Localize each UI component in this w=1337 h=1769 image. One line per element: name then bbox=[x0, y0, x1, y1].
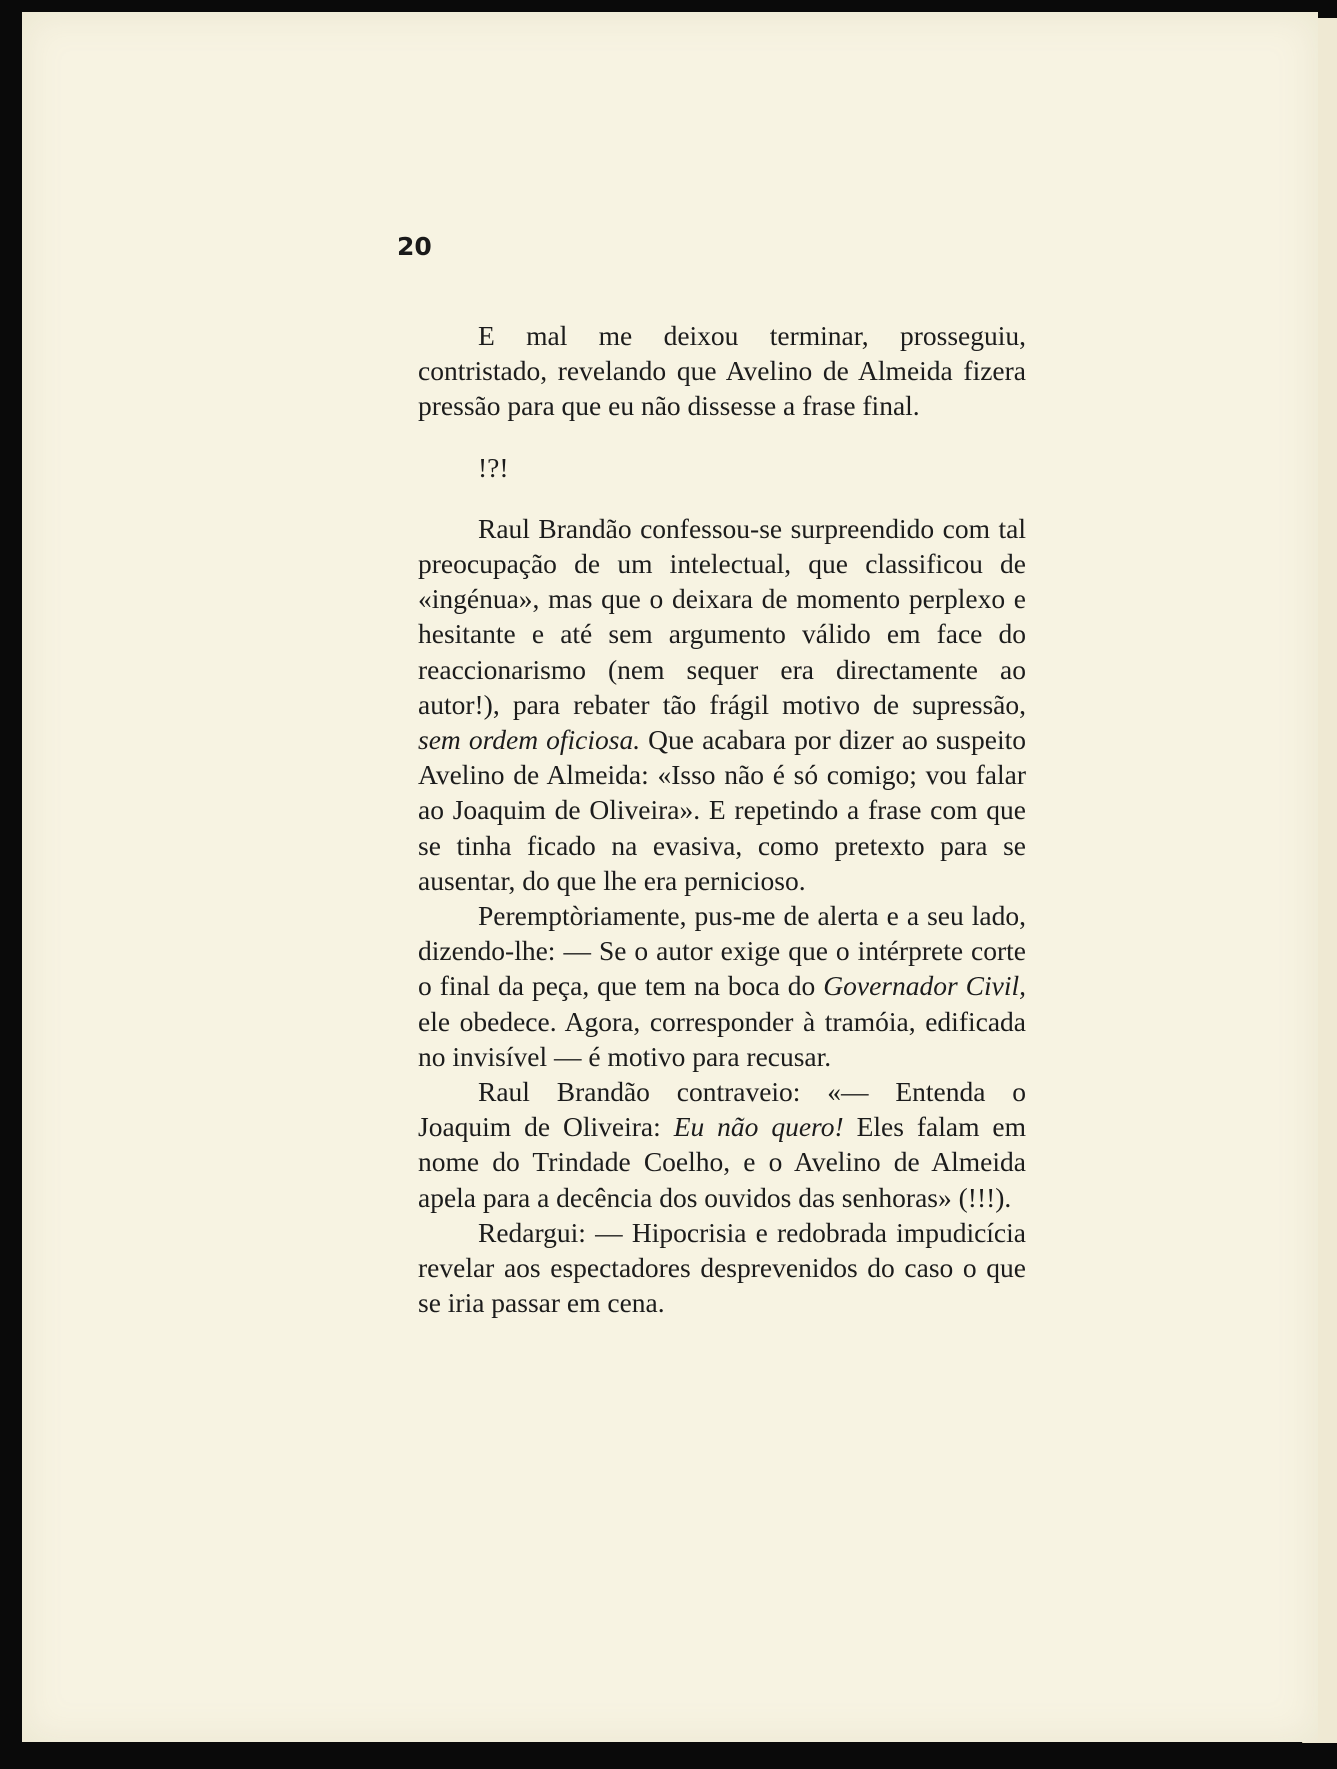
paragraph-interjection: !?! bbox=[478, 451, 509, 483]
paragraph-4-text-a: Peremptòriamente, pus-me de alerta e a seu lado, dizendo-lhe: — Se o autor exige que o intérprete corte o final da peça, que tem na boca do bbox=[418, 900, 1026, 1002]
body-text bbox=[418, 318, 1026, 1320]
paragraph-5-text-a: Raul Brandão contraveio: «— Entenda o Joaquim de Oliveira: bbox=[418, 1076, 1026, 1143]
paragraph-3-text-b: Que acabara por dizer ao suspeito Avelino de Almeida: «Isso não é só comigo; vou falar ao Joaquim de Oliveira». E repetindo a frase com que se tinha ficado na evasiva, como pretexto para se ausentar, do que lhe era pernicioso. bbox=[418, 724, 1026, 896]
paragraph-5-text-b: Eles falam em nome do Trindade Coelho, e o Avelino de Almeida apela para a decência dos ouvidos das senhoras» (!!!). bbox=[418, 1111, 1026, 1213]
paragraph-4-italic: Governador Civil, bbox=[823, 970, 1026, 1002]
paragraph-6: Redargui: — Hipocrisia e redobrada impudicícia revelar aos espectadores desprevenidos do caso o que se iria passar em cena. bbox=[418, 1216, 1026, 1319]
paragraph-5 bbox=[418, 1074, 1026, 1215]
paragraph-5-italic: Eu não quero! bbox=[673, 1111, 844, 1143]
paragraph-4 bbox=[418, 898, 1026, 1074]
paragraph-4-text-b: ele obedece. Agora, corresponder à tramóia, edificada no invisível — é motivo para recusar. bbox=[418, 1005, 1026, 1072]
page-number: 20 bbox=[397, 232, 432, 261]
paragraph-1: E mal me deixou terminar, prosseguiu, contristado, revelando que Avelino de Almeida fizera pressão para que eu não dissesse a frase final. bbox=[418, 320, 1026, 422]
paragraph-3-italic: sem ordem oficiosa. bbox=[418, 724, 641, 756]
paragraph-3-text-a: Raul Brandão confessou-se surpreendido com tal preocupação de um intelectual, que classificou de «ingénua», mas que o deixara de momento perplexo e hesitante e até sem argumento válido em face do reaccionarismo (nem sequer era directamente ao autor!), para rebater tão frágil motivo de supressão, bbox=[418, 512, 1026, 720]
paragraph-3 bbox=[418, 511, 1026, 898]
